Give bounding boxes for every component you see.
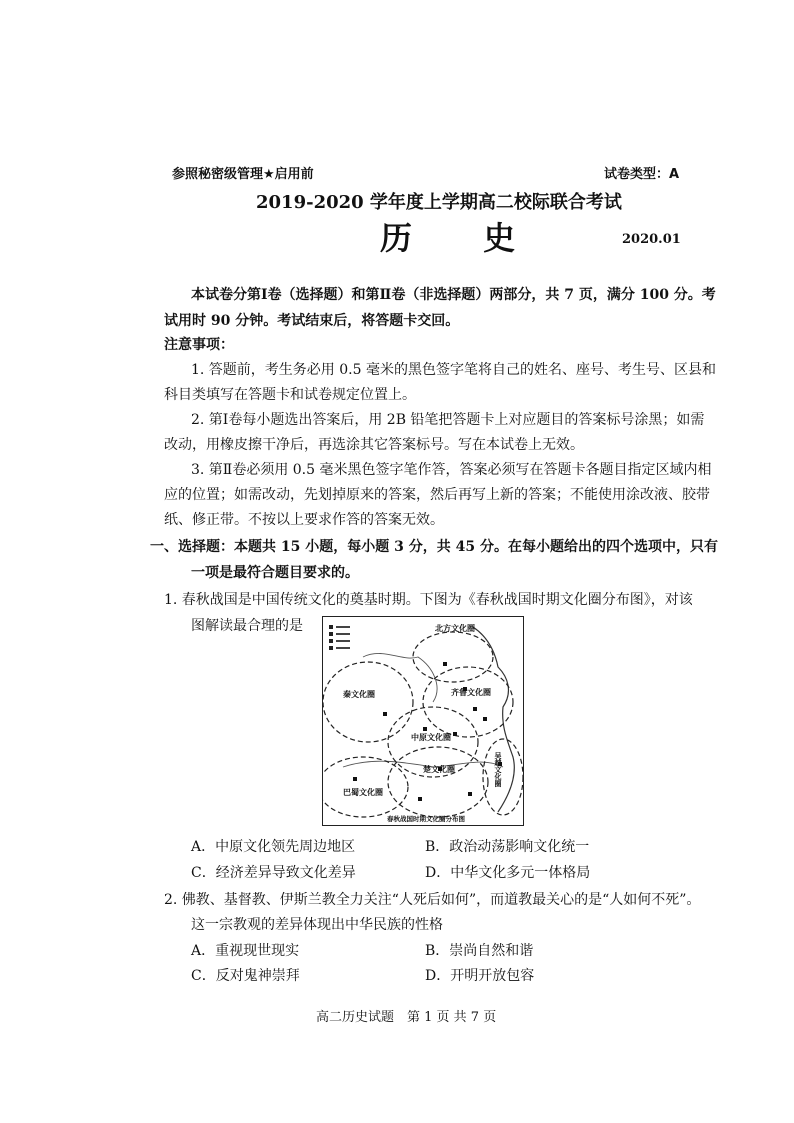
label-qin: 秦文化圈 — [343, 690, 375, 699]
q1-stem-line-2: 图解读最合理的是 — [191, 618, 303, 634]
q2-option-b[interactable]: B．崇尚自然和谐 — [425, 943, 534, 959]
q2-stem-line-2: 这一宗教观的差异体现出中华民族的性格 — [191, 917, 443, 933]
exam-date: 2020.01 — [622, 232, 681, 247]
label-central: 中原文化圈 — [411, 733, 451, 742]
q2-option-a[interactable]: A．重视现世现实 — [191, 943, 300, 959]
label-bashu: 巴蜀文化圈 — [343, 788, 383, 797]
intro-line-2: 试用时 90 分钟。考试结束后，将答题卡交回。 — [164, 313, 460, 329]
note-1-line-1: 1. 答题前，考生务必用 0.5 毫米的黑色签字笔将自己的姓名、座号、考生号、区县和 — [191, 362, 716, 378]
north-culture-circle — [413, 632, 493, 682]
map-legend — [329, 625, 350, 650]
label-chu: 楚文化圈 — [423, 765, 455, 774]
culture-circle-map — [322, 616, 524, 826]
note-3-line-1: 3. 第Ⅱ卷必须用 0.5 毫米黑色签字笔作答，答案必须写在答题卡各题目指定区域内相 — [191, 462, 712, 478]
q2-stem-line-1: 2. 佛教、基督教、伊斯兰教全力关注“人死后如何”，而道教最关心的是“人如何不死”。 — [164, 892, 701, 908]
qin-culture-circle — [323, 662, 413, 742]
qilu-culture-circle — [423, 667, 513, 737]
label-qilu: 齐鲁文化圈 — [451, 688, 491, 697]
note-3-line-3: 纸、修正带。不按以上要求作答的答案无效。 — [164, 512, 444, 528]
map-caption: 春秋战国时期文化圈分布图 — [387, 815, 465, 823]
paper-type-label: 试卷类型：A — [604, 167, 680, 182]
q1-option-a[interactable]: A．中原文化领先周边地区 — [191, 839, 356, 855]
exam-title: 2019-2020 学年度上学期高二校际联合考试 — [256, 192, 622, 213]
section-1-heading-line-2: 一项是最符合题目要求的。 — [191, 565, 359, 581]
notes-heading: 注意事项： — [164, 337, 234, 353]
note-3-line-2: 应的位置；如需改动，先划掉原来的答案，然后再写上新的答案；不能使用涂改液、胶带 — [164, 487, 710, 503]
page-footer: 高二历史试题 第 1 页 共 7 页 — [316, 1010, 497, 1025]
confidentiality-label: 参照秘密级管理★启用前 — [172, 167, 314, 182]
q1-option-b[interactable]: B．政治动荡影响文化统一 — [425, 839, 590, 855]
section-1-heading-line-1: 一、选择题：本题共 15 小题，每小题 3 分，共 45 分。在每小题给出的四个选项中，只有 — [150, 539, 718, 555]
intro-line-1: 本试卷分第Ⅰ卷（选择题）和第Ⅱ卷（非选择题）两部分，共 7 页，满分 100 分。考 — [191, 287, 716, 303]
q1-option-c[interactable]: C．经济差异导致文化差异 — [191, 865, 356, 881]
note-1-line-2: 科目类填写在答题卡和试卷规定位置上。 — [164, 387, 416, 403]
note-2-line-2: 改动，用橡皮擦干净后，再选涂其它答案标号。写在本试卷上无效。 — [164, 437, 584, 453]
label-wuyue: 吴越文化圈 — [494, 752, 502, 787]
note-2-line-1: 2. 第Ⅰ卷每小题选出答案后，用 2B 铅笔把答题卡上对应题目的答案标号涂黑；如需 — [191, 412, 705, 428]
city-markers — [353, 662, 502, 801]
q2-option-c[interactable]: C．反对鬼神崇拜 — [191, 968, 300, 984]
q2-option-d[interactable]: D．开明开放包容 — [425, 968, 535, 984]
q1-stem-line-1: 1. 春秋战国是中国传统文化的奠基时期。下图为《春秋战国时期文化圈分布图》，对该 — [164, 592, 693, 608]
label-north: 北方文化圈 — [435, 624, 475, 633]
bashu-culture-circle — [322, 757, 408, 817]
q1-option-d[interactable]: D．中华文化多元一体格局 — [425, 865, 591, 881]
subject-title: 历 史 — [380, 219, 546, 257]
